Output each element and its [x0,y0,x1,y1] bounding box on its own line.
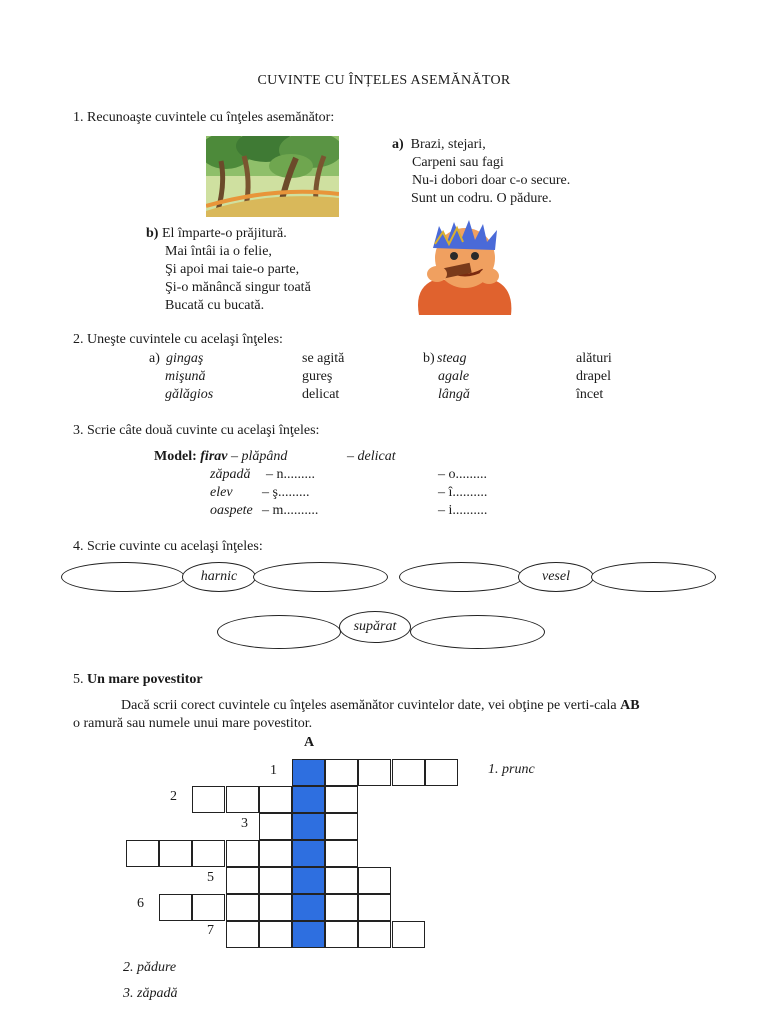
word-oval-vesel: vesel [518,562,594,592]
crossword-cell-ab[interactable] [292,786,325,813]
crossword-cell[interactable] [358,894,391,921]
crossword-cell[interactable] [325,894,358,921]
ex2-a-left-word: gingaş [166,351,204,366]
ex3-blank: – m.......... [262,503,319,518]
column-label-a: A [304,735,315,750]
answer-oval[interactable] [591,562,716,592]
crossword-cell[interactable] [192,840,225,867]
crossword-cell[interactable] [226,921,259,948]
ex2-a-label: a) [149,351,160,366]
ex3-heading: 3. Scrie câte două cuvinte cu acelaşi înţeles: [73,423,320,438]
ex5-text-bold: AB [620,698,640,713]
clue: 2. pădure [123,960,177,975]
ex2-b-right-word: drapel [576,369,611,384]
ex3-blank: – i.......... [438,503,488,518]
crossword-cell[interactable] [226,894,259,921]
ex2-a-right-word: delicat [302,387,340,402]
crossword-cell[interactable] [325,759,358,786]
row-number: 6 [137,896,144,911]
crossword-cell[interactable] [126,840,159,867]
ex2-b-left-word: steag [437,351,467,366]
word-oval-suparat: supărat [339,611,411,643]
ex2-a-right-word: se agită [302,351,345,366]
ex5-instructions [121,698,640,714]
ex3-word: elev [210,485,233,500]
answer-oval[interactable] [253,562,388,592]
crossword-cell[interactable] [325,840,358,867]
ex2-heading: 2. Uneşte cuvintele cu acelaşi înţeles: [73,332,283,347]
ex5-title: Un mare povestitor [87,672,203,687]
crossword-cell[interactable] [259,894,292,921]
poem-a-letter: a) [392,137,404,152]
ex3-blank: – o......... [438,467,487,482]
ex3-model [154,449,287,465]
ex2-b-label: b) [423,351,435,366]
poem-line: Bucată cu bucată. [165,298,265,313]
answer-oval[interactable] [61,562,185,592]
ex3-word: oaspete [210,503,253,518]
crossword-cell[interactable] [159,894,192,921]
poem-b-letter: b) [146,226,159,241]
crossword-cell[interactable] [358,867,391,894]
poem-line: Nu-i dobori doar c-o secure. [412,173,571,188]
poem-line: Şi-o mănâncă singur toată [165,280,311,295]
ex5-heading [73,672,203,688]
crossword-cell[interactable] [358,759,391,786]
ex3-blank: – ş......... [262,485,310,500]
crossword-cell-ab[interactable] [292,894,325,921]
clue: 1. prunc [488,762,535,777]
answer-oval[interactable] [217,615,341,649]
ex4-heading: 4. Scrie cuvinte cu acelaşi înţeles: [73,539,263,554]
ex2-b-right-word: încet [576,387,604,402]
ex5-number: 5. [73,672,84,687]
row-number: 1 [270,763,277,778]
crossword-cell[interactable] [259,840,292,867]
ex1-heading: 1. Recunoaşte cuvintele cu înţeles asemănător: [73,110,335,125]
poem-line: Carpeni sau fagi [412,155,504,170]
crossword-cell[interactable] [325,867,358,894]
ex5-text-line2: o ramură sau numele unui mare povestitor. [73,716,313,731]
crossword-cell[interactable] [325,813,358,840]
crossword-cell-ab[interactable] [292,867,325,894]
ex2-b-left-word: agale [438,369,470,384]
clue: 3. zăpadă [123,986,178,1001]
crossword-cell[interactable] [425,759,458,786]
poem-a [392,136,570,208]
model-synonym: – plăpând [230,449,288,464]
crossword-cell[interactable] [259,921,292,948]
crossword-cell-ab[interactable] [292,921,325,948]
poem-line: El împarte-o prăjitură. [161,226,287,241]
row-number: 2 [170,789,177,804]
crossword-cell[interactable] [226,840,259,867]
crossword-cell[interactable] [259,786,292,813]
crossword-cell[interactable] [325,786,358,813]
ex2-a-left-word: mişună [165,369,206,384]
word-oval-harnic: harnic [182,562,256,592]
crossword-cell[interactable] [192,786,225,813]
page-title: CUVINTE CU ÎNȚELES ASEMĂNĂTOR [257,73,511,88]
crossword-cell[interactable] [192,894,225,921]
crossword-cell[interactable] [226,867,259,894]
crossword-cell-ab[interactable] [292,813,325,840]
model-synonym: – delicat [347,449,396,464]
crossword-cell[interactable] [392,759,425,786]
ex2-a-right-word: gureş [302,369,333,384]
ex2-a-left-word: gălăgios [165,387,214,402]
crossword-cell[interactable] [259,867,292,894]
row-number: 3 [241,816,248,831]
crossword-cell-ab[interactable] [292,759,325,786]
ex3-blank: – n......... [266,467,315,482]
crossword-cell[interactable] [259,813,292,840]
forest-illustration [206,136,339,217]
poem-line: Mai întâi ia o felie, [165,244,272,259]
crossword-cell-ab[interactable] [292,840,325,867]
ex2-b-left-word: lângă [438,387,470,402]
ex5-text: Dacă scrii corect cuvintele cu înţeles asemănător cuvintelor date, vei obţine pe verti-cala [121,698,617,713]
boy-eating-illustration [399,218,532,315]
crossword-cell[interactable] [325,921,358,948]
crossword-cell[interactable] [358,921,391,948]
poem-line: Sunt un codru. O pădure. [411,191,552,206]
answer-oval[interactable] [410,615,545,649]
poem-line: Şi apoi mai taie-o parte, [165,262,300,277]
row-number: 5 [207,870,214,885]
ex2-b-right-word: alături [576,351,612,366]
ex3-blank: – î.......... [438,485,488,500]
poem-b [146,225,311,315]
crossword-cell[interactable] [392,921,425,948]
row-number: 7 [207,923,214,938]
model-label: Model: [154,449,197,464]
ex3-word: zăpadă [210,467,251,482]
poem-line: Brazi, stejari, [410,137,486,152]
model-word: firav [200,449,228,464]
crossword-cell[interactable] [226,786,259,813]
crossword-cell[interactable] [159,840,192,867]
answer-oval[interactable] [399,562,523,592]
